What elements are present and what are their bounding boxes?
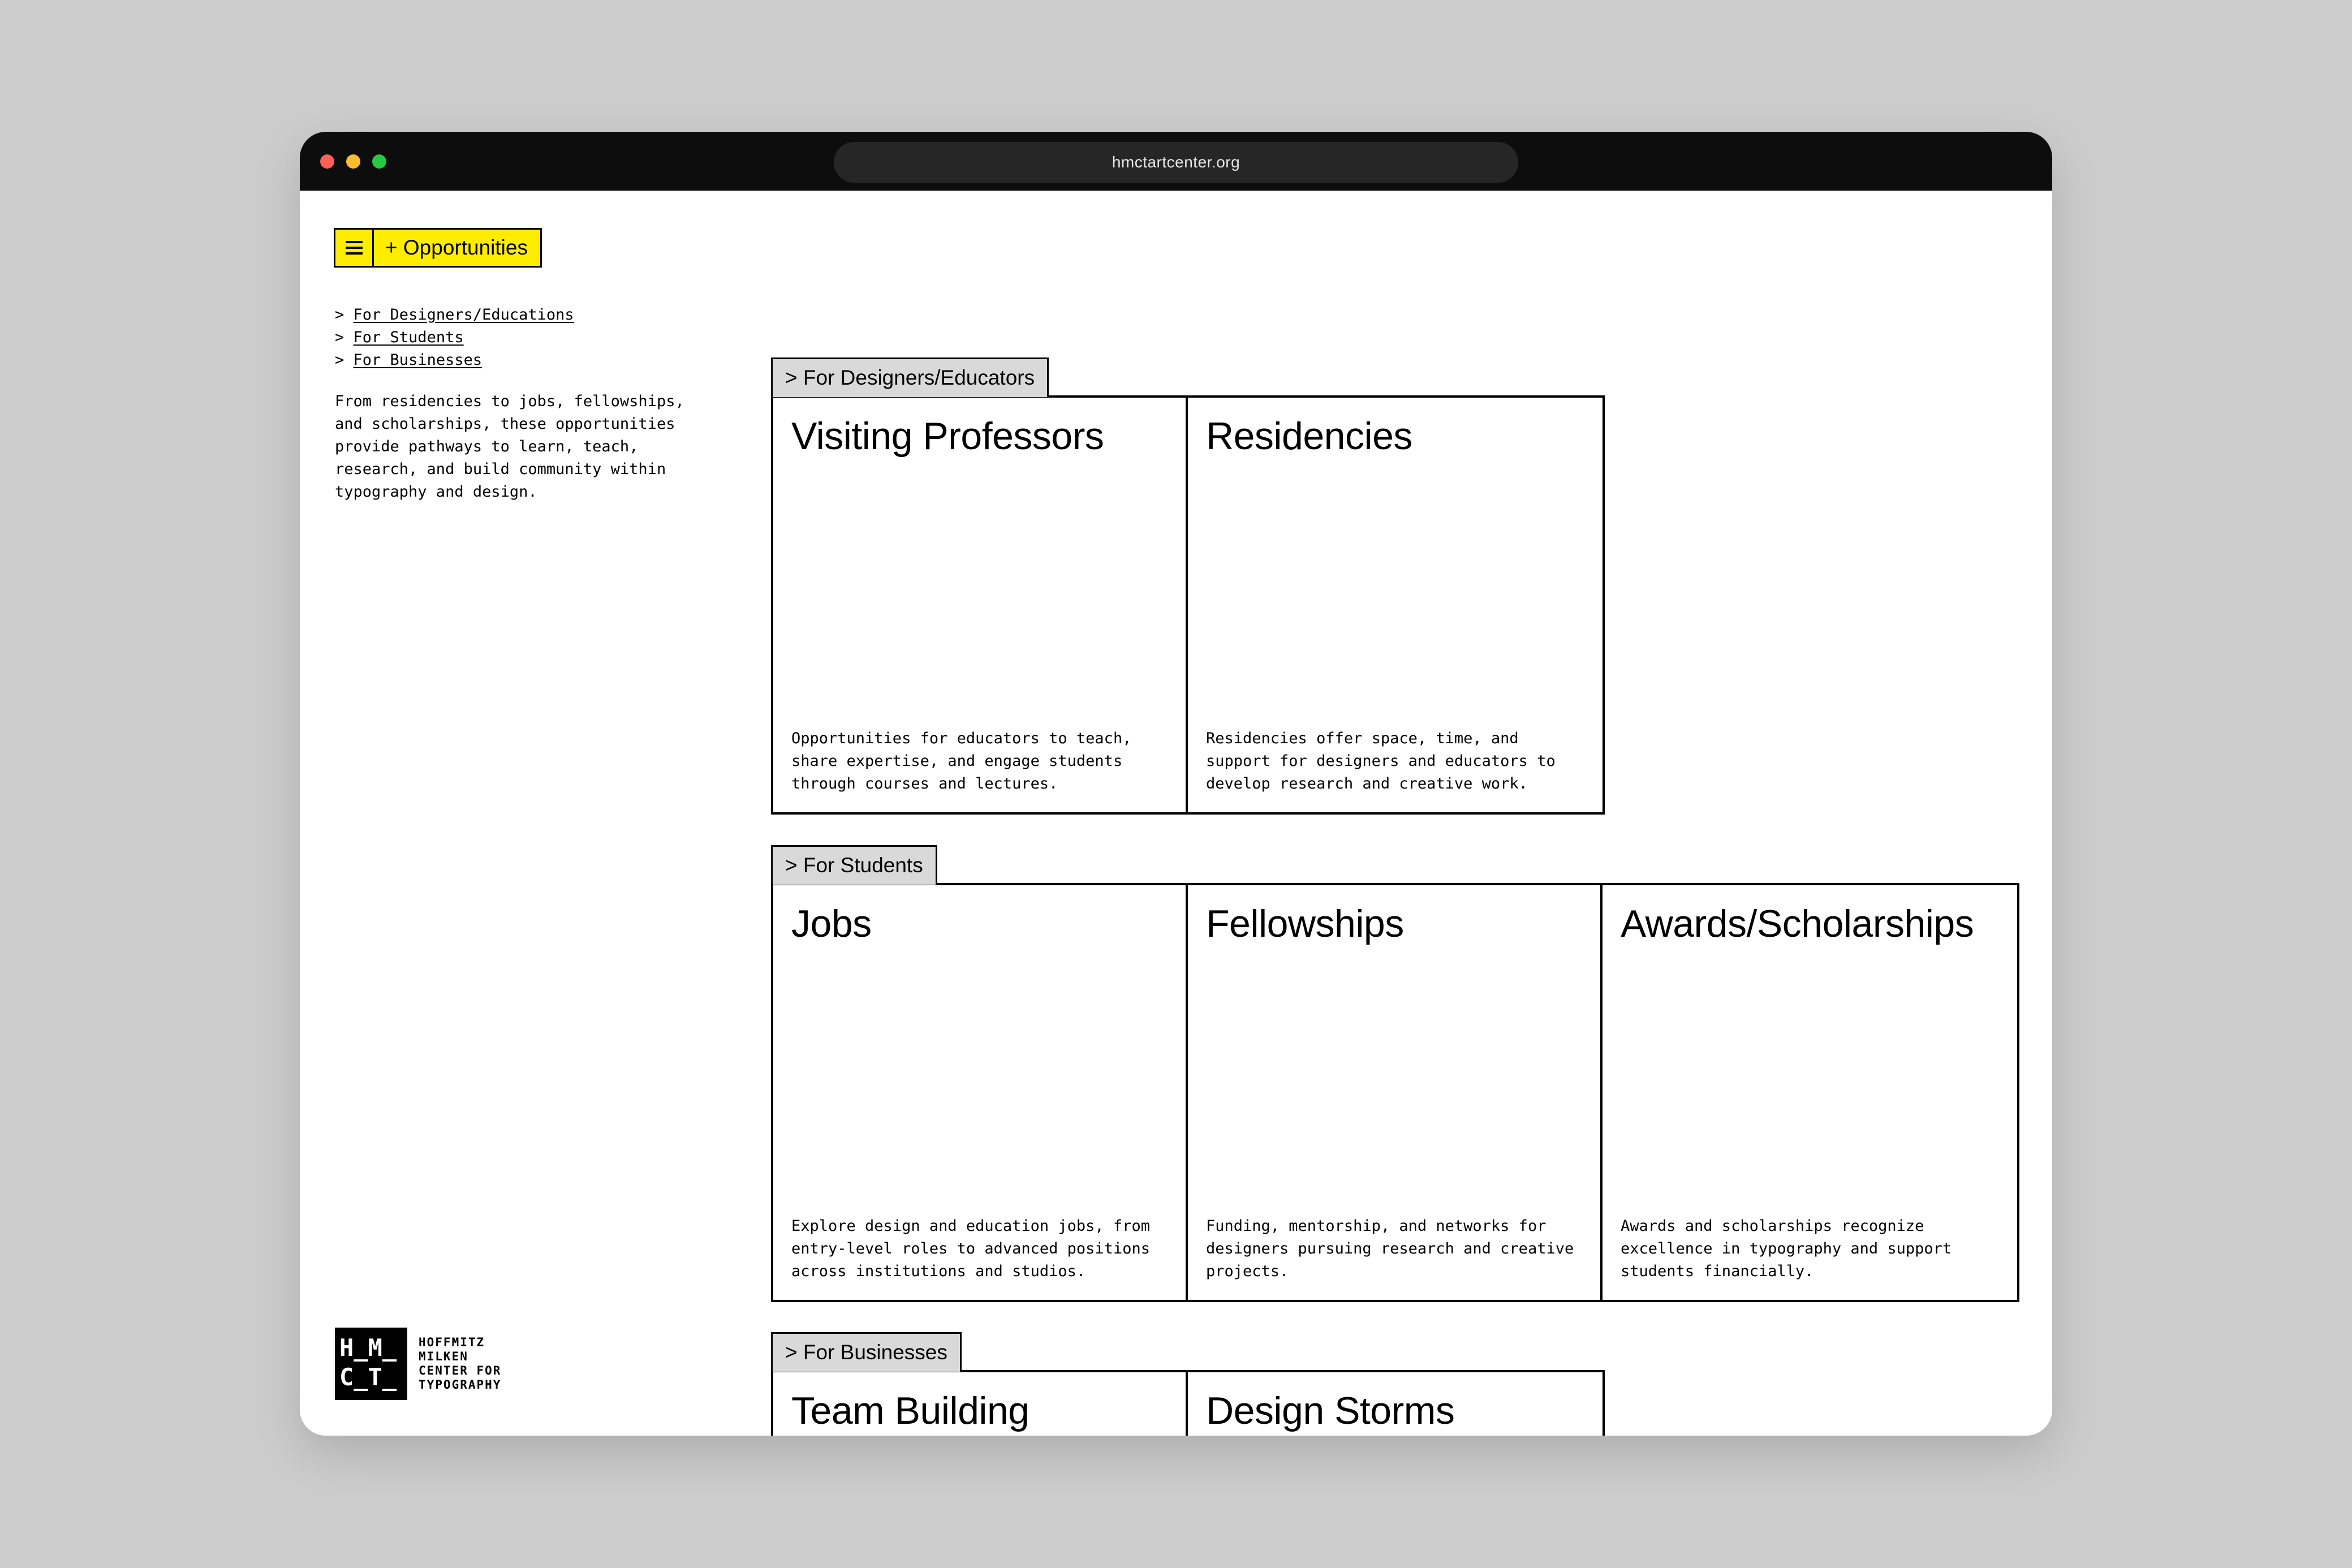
logo-wordmark: HOFFMITZ MILKEN CENTER FOR TYPOGRAPHY: [419, 1336, 502, 1392]
hamburger-icon[interactable]: [335, 230, 374, 266]
maximize-window-button[interactable]: [372, 154, 386, 169]
sidebar-link-students[interactable]: For Students: [353, 329, 464, 346]
sidebar-description: From residencies to jobs, fellowships, and scholarships, these opportunities provide pathways to learn, teach, research, and build community within typography and design.: [335, 393, 684, 501]
nav-prefix: >: [335, 329, 344, 346]
section-students: [771, 845, 2019, 1302]
nav-prefix: >: [335, 306, 344, 324]
address-bar[interactable]: hmctartcenter.org: [834, 142, 1518, 183]
sidebar-link-businesses[interactable]: For Businesses: [353, 351, 483, 369]
close-window-button[interactable]: [320, 154, 334, 169]
browser-window: [300, 132, 2052, 1436]
logo-mark-line1: H_M_: [339, 1334, 397, 1362]
card-title: Fellowships: [1206, 902, 1404, 945]
sidebar-link-designers[interactable]: For Designers/Educations: [353, 306, 574, 324]
logo-mark: [335, 1328, 407, 1400]
minimize-window-button[interactable]: [346, 154, 360, 169]
page-content: [300, 191, 2052, 1436]
menu-label: + Opportunities: [385, 236, 528, 259]
sidebar-item-businesses: [335, 349, 574, 372]
card-description: Explore design and education jobs, from entry-level roles to advanced positions across institutions and studios.: [791, 1217, 1150, 1280]
card-title: Visiting Professors: [791, 415, 1104, 458]
card-description: Funding, mentorship, and networks for designers pursuing research and creative projects.: [1206, 1217, 1574, 1280]
sidebar-item-designers: [335, 304, 574, 326]
section-businesses: [771, 1332, 1605, 1436]
section-designers: [771, 357, 1605, 815]
card-visiting-professors[interactable]: [773, 398, 1188, 812]
card-title: Design Storms: [1206, 1389, 1455, 1432]
card-description: Opportunities for educators to teach, share expertise, and engage students through courses and lectures.: [791, 730, 1132, 792]
card-title: Team Building: [791, 1389, 1029, 1432]
card-title: Jobs: [791, 902, 872, 945]
card-residencies[interactable]: [1188, 398, 1603, 812]
card-description: Awards and scholarships recognize excellence in typography and support students financially.: [1621, 1217, 1952, 1280]
section-tab-students: > For Students: [771, 845, 937, 885]
card-fellowships[interactable]: [1188, 885, 1603, 1300]
card-title: Residencies: [1206, 415, 1412, 458]
card-description: Residencies offer space, time, and support for designers and educators to develop research and creative work.: [1206, 730, 1556, 792]
sidebar-item-students: [335, 326, 574, 349]
card-grid: [771, 395, 1605, 815]
browser-titlebar: [300, 132, 2052, 191]
sidebar-nav: [335, 304, 574, 372]
card-jobs[interactable]: [773, 885, 1188, 1300]
logo-mark-line2: C_T_: [339, 1363, 397, 1391]
opportunities-menu-button[interactable]: [334, 228, 542, 268]
card-team-building[interactable]: [773, 1372, 1188, 1436]
card-design-storms[interactable]: [1188, 1372, 1603, 1436]
card-grid: [771, 1370, 1605, 1436]
section-tab-businesses: > For Businesses: [771, 1332, 962, 1372]
hmct-logo[interactable]: [335, 1328, 501, 1400]
nav-prefix: >: [335, 351, 344, 369]
card-awards-scholarships[interactable]: [1603, 885, 2017, 1300]
section-tab-designers: > For Designers/Educators: [771, 357, 1049, 397]
card-title: Awards/Scholarships: [1621, 902, 1974, 945]
card-grid: [771, 883, 2019, 1302]
